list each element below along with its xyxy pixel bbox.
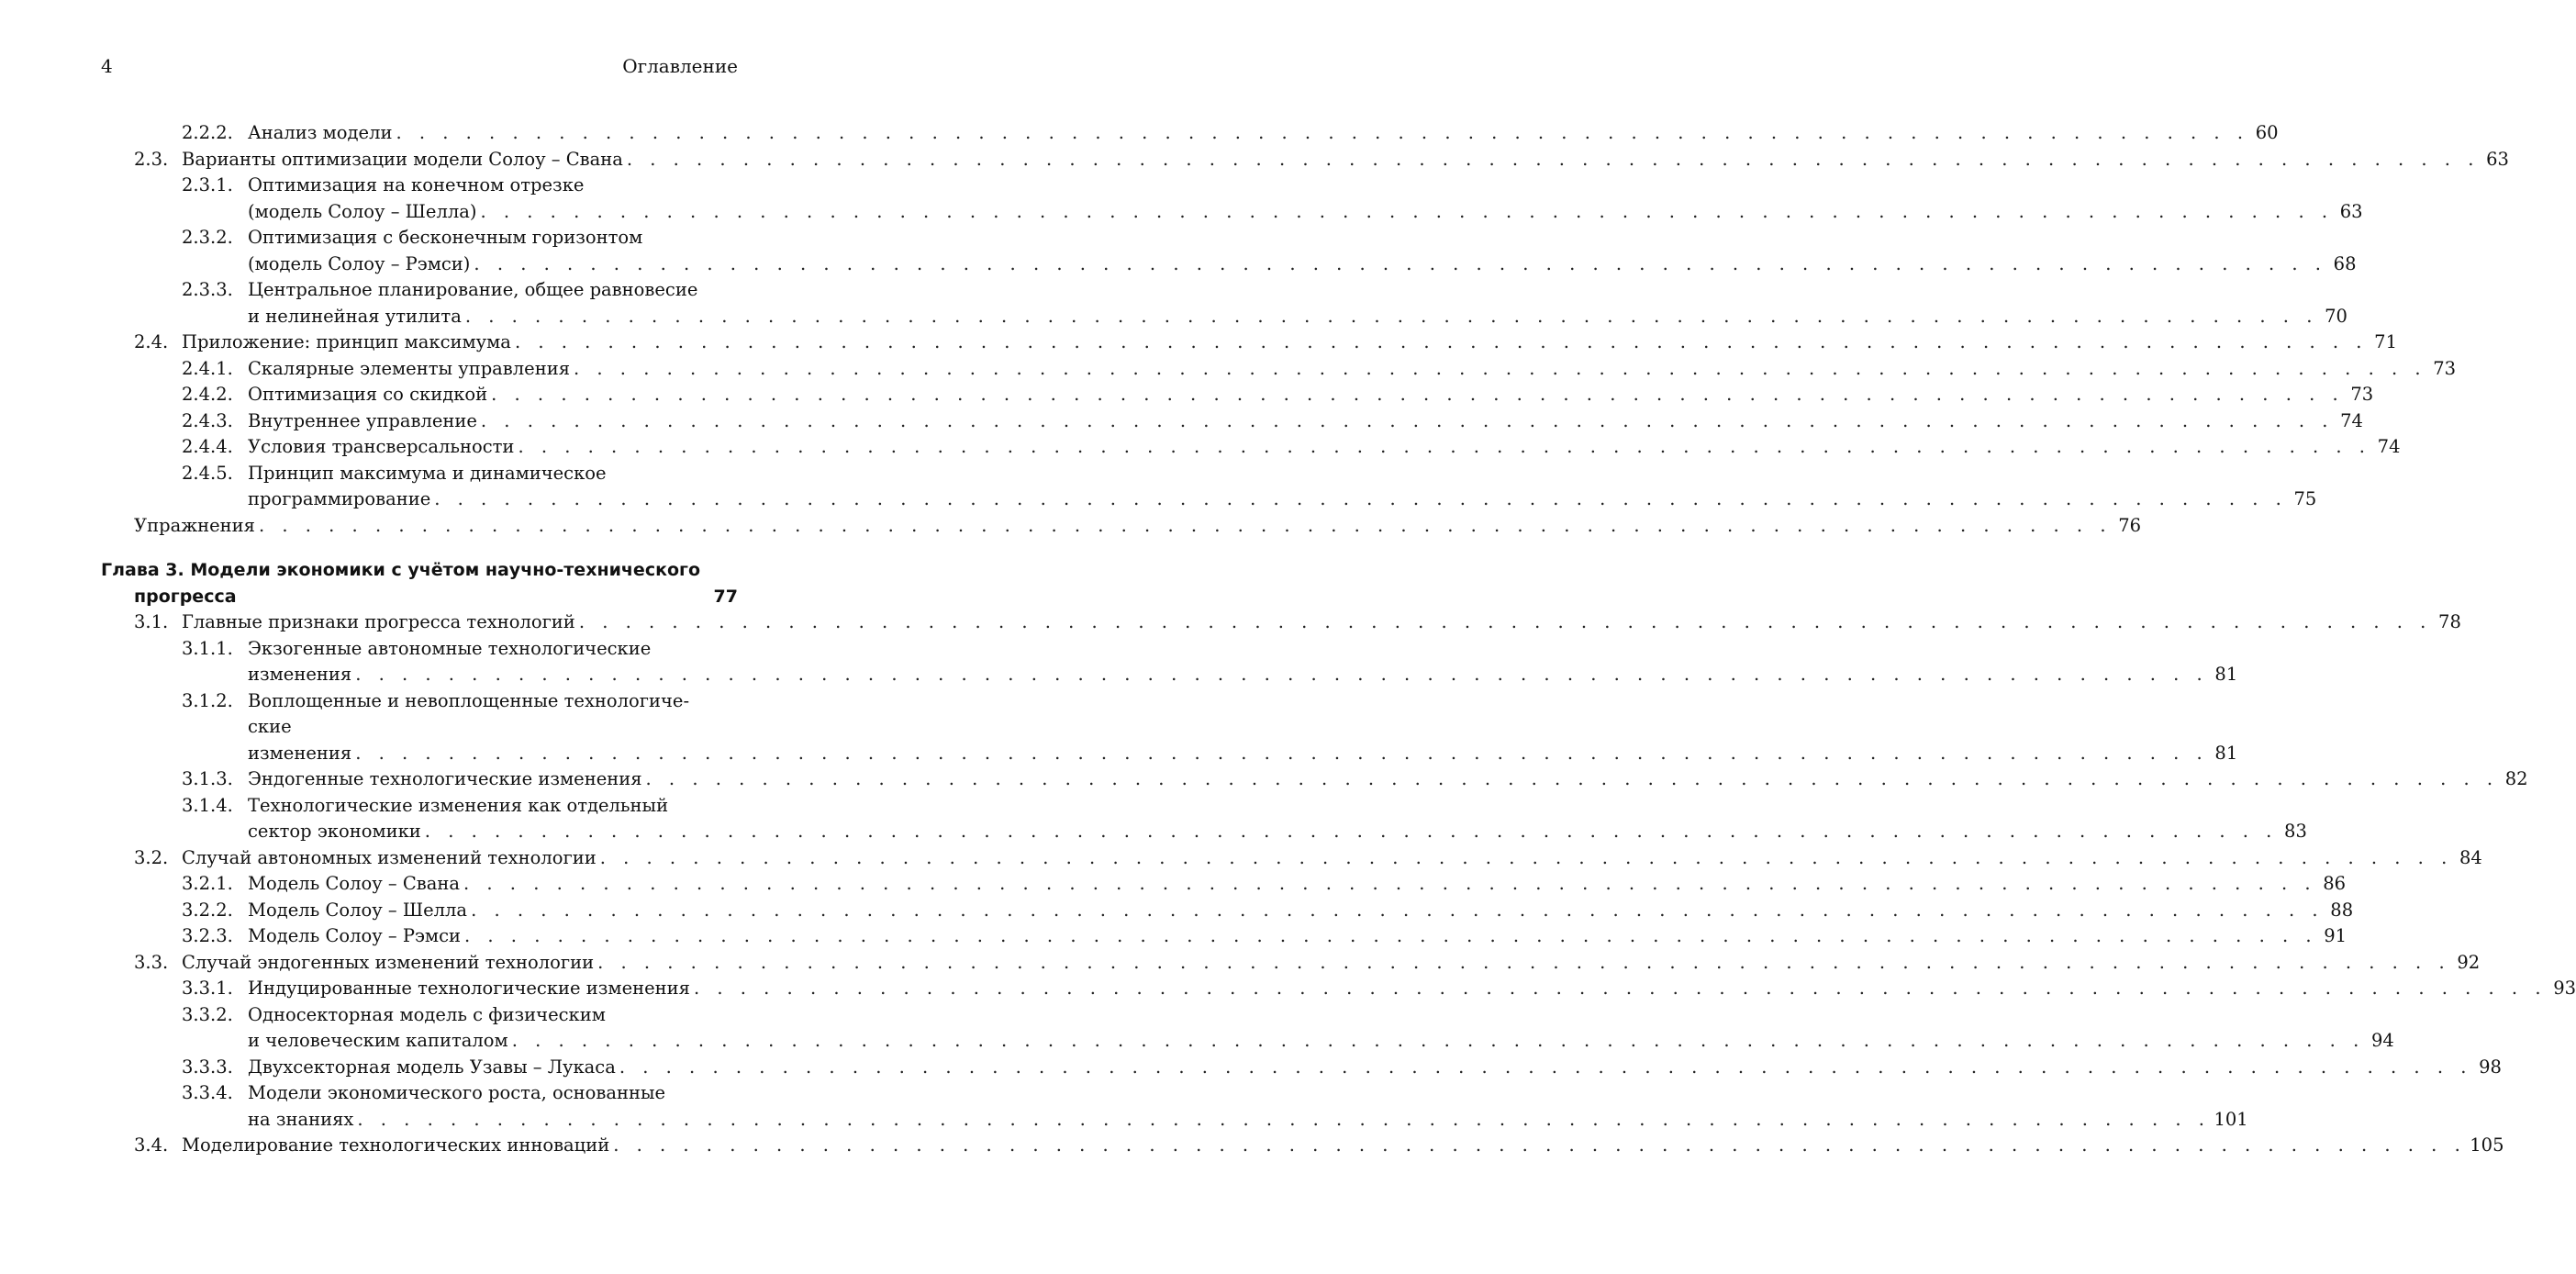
toc-page-number: 92 <box>2457 951 2481 973</box>
leader-dots: . . . . . . . . . . . . . . . . . . . . . . . . . . . . . . . . . . . . . . . . . . . . . . . . . . . . . . . . . . . . . . . . . . . . . . . . . . . . . . . . <box>518 436 2371 457</box>
leader-dots: . . . . . . . . . . . . . . . . . . . . . . . . . . . . . . . . . . . . . . . . . . . . . . . . . . . . . . . . . . . . . . . . . . . . . . . . . . . . . . . . <box>619 1056 2472 1078</box>
toc-entry-title: Двухсекторная модель Узавы – Лукаса <box>248 1056 616 1078</box>
leader-dots: . . . . . . . . . . . . . . . . . . . . . . . . . . . . . . . . . . . . . . . . . . . . . . . . . . . . . . . . . . . . . . . . . . . . . . . . . . . . . . . . <box>471 899 2325 921</box>
toc-page-number: 91 <box>2324 925 2347 946</box>
toc-page-number: 60 <box>2255 122 2279 143</box>
toc-entry-line <box>101 330 2397 356</box>
toc-entry-title: Центральное планирование, общее равновесие <box>248 279 698 300</box>
leader-dots: . . . . . . . . . . . . . . . . . . . . . . . . . . . . . . . . . . . . . . . . . . . . . . . . . . . . . . . . . . . . . . . . . . . . . . . . . . . . . . . . <box>464 305 2318 327</box>
leader-dots: . . . . . . . . . . . . . . . . . . . . . . . . . . . . . . . . . . . . . . . . . . . . . . . . . . . . . . . . . . . . . . . . . . . . . . . . . . . . . . . . <box>599 846 2453 868</box>
toc-entry-line <box>101 225 738 251</box>
toc-entry-line <box>101 251 2357 278</box>
toc-entry-line <box>101 636 738 663</box>
leader-dots: . . . . . . . . . . . . . . . . . . . . . . . . . . . . . . . . . . . . . . . . . . . . . . . . . . . . . . . . . . . . . . . . . . . . . . . . . . . . . . . . <box>424 821 2278 842</box>
toc-entry-title: Воплощенные и невоплощенные технологиче- <box>248 689 690 711</box>
leader-dots: . . . . . . . . . . . . . . . . . . . . . . . . . . . . . . . . . . . . . . . . . . . . . . . . . . . . . . . . . . . . . . . . . . . . . . . . . . . . . . . . <box>464 925 2318 946</box>
leader-dots: . . . . . . . . . . . . . . . . . . . . . . . . . . . . . . . . . . . . . . . . . . . . . . . . . . . . . . . . . . . . . . . . . . . . . . . . . . . . . . . . <box>613 1134 2467 1156</box>
leader-dots: . . . . . . . . . . . . . . . . . . . . . . . . . . . . . . . . . . . . . . . . . . . . . . . . . . . . . . . . . . . . . . . . . . . . . . . . . . . . . . . . <box>474 252 2327 274</box>
toc-page-number: 74 <box>2377 436 2401 457</box>
toc-entry-title: Односекторная модель с физическим <box>248 1003 606 1025</box>
toc-entry-line <box>101 898 2354 924</box>
toc-entry-title: сектор экономики <box>248 821 421 842</box>
toc-entry-number: 3.2.2. <box>182 899 233 921</box>
toc-entry-title: Внутреннее управление <box>248 409 477 431</box>
toc-entry-line <box>101 976 2576 1002</box>
toc-entry-title: Эндогенные технологические изменения <box>248 768 642 789</box>
toc-page-number: 98 <box>2479 1056 2502 1078</box>
toc-entry-number: 2.3.3. <box>182 279 233 300</box>
toc-entry-title: Экзогенные автономные технологические <box>248 637 652 659</box>
toc-entry-title: и человеческим капиталом <box>248 1030 508 1051</box>
toc-entry-title: Оптимизация со скидкой <box>248 384 488 405</box>
toc-entry-number: 2.3.1. <box>182 174 233 196</box>
toc-entry-line <box>101 688 738 715</box>
toc-entry-line <box>101 662 2238 688</box>
toc-entry-line <box>101 819 2307 845</box>
running-title: Оглавление <box>622 55 738 77</box>
toc-entry-number: 3.3.3. <box>182 1056 233 1078</box>
toc-entry-title: Оптимизация на конечном отрезке <box>248 174 585 196</box>
toc-entry-line <box>101 120 2279 147</box>
toc-entry-number: 3.4. <box>134 1134 169 1156</box>
leader-dots: . . . . . . . . . . . . . . . . . . . . . . . . . . . . . . . . . . . . . . . . . . . . . . . . . . . . . . . . . . . . . . . . . . . . . . . . . . . . . . . . <box>480 200 2334 222</box>
toc-entry-number: 3.3. <box>134 951 169 973</box>
toc-page-number: 81 <box>2214 664 2238 685</box>
toc-entry-number: 2.3.2. <box>182 227 233 248</box>
leader-dots: . . . . . . . . . . . . . . . . . . . . . . . . . . . . . . . . . . . . . . . . . . . . . . . . . . . . . . . . . . . . . . . . . . . . . . . . . . . . . . . . <box>511 1030 2365 1051</box>
toc-entry-title: Оптимизация с бесконечным горизонтом <box>248 227 643 248</box>
toc-entry-title: и нелинейная утилита <box>248 305 462 327</box>
toc-page-number: 81 <box>2214 742 2238 764</box>
leader-dots: . . . . . . . . . . . . . . . . . . . . . . . . . . . . . . . . . . . . . . . . . . . . . . . . . . . . . . . . . . . . . . . . . . . . . . . . . . . . . . . . <box>355 664 2209 685</box>
toc-entry-title: Глава 3. Модели экономики с учётом научно-технического <box>101 560 701 580</box>
running-header <box>101 55 738 81</box>
toc-page-number: 73 <box>2433 357 2457 379</box>
toc-entry-number: 2.4.4. <box>182 436 233 457</box>
toc-page-number: 70 <box>2325 305 2347 327</box>
toc-entry-line <box>101 923 2347 950</box>
leader-dots: . . . . . . . . . . . . . . . . . . . . . . . . . . . . . . . . . . . . . . . . . . . . . . . . . . . . . . . . . . . . . . . . . . . . . . . . . . . . . . . . <box>258 514 2113 536</box>
toc-entry-title: Модели экономического роста, основанные <box>248 1082 666 1103</box>
toc-entry-title: Модель Солоу – Шелла <box>248 899 468 921</box>
toc-entry-number: 2.3. <box>134 148 169 170</box>
toc-page-number: 83 <box>2284 821 2307 842</box>
leader-dots: . . . . . . . . . . . . . . . . . . . . . . . . . . . . . . . . . . . . . . . . . . . . . . . . . . . . . . . . . . . . . . . . . . . . . . . . . . . . . . . . <box>355 742 2209 764</box>
toc-page-number: 78 <box>2438 611 2461 632</box>
toc-entry-title: Индуцированные технологические изменения <box>248 978 690 999</box>
leader-dots: . . . . . . . . . . . . . . . . . . . . . . . . . . . . . . . . . . . . . . . . . . . . . . . . . . . . . . . . . . . . . . . . . . . . . . . . . . . . . . . . <box>597 951 2451 973</box>
toc-entry-title: Условия трансверсальности <box>248 436 515 457</box>
toc-entry-title: Скалярные элементы управления <box>248 357 570 379</box>
toc-entry-line <box>101 486 2317 513</box>
table-of-contents <box>101 120 2576 1159</box>
toc-entry-line <box>101 173 738 199</box>
toc-entry-line <box>101 1107 2248 1134</box>
toc-entry-line <box>101 584 738 610</box>
toc-entry-line <box>101 382 2374 408</box>
toc-entry-title: Приложение: принцип максимума <box>182 331 511 352</box>
toc-entry-line <box>101 1028 2394 1055</box>
toc-entry-title: Случай эндогенных изменений технологии <box>182 951 595 973</box>
toc-page-number: 75 <box>2293 488 2317 509</box>
toc-entry-title: Упражнения <box>134 514 255 536</box>
toc-entry-number: 3.1.4. <box>182 794 233 816</box>
toc-entry-line <box>101 461 738 487</box>
toc-entry-line <box>101 557 738 584</box>
toc-entry-number: 3.1.3. <box>182 768 233 789</box>
toc-entry-number: 2.4.2. <box>182 384 233 405</box>
toc-entry-line <box>101 1080 738 1107</box>
toc-entry-number: 2.4.1. <box>182 357 233 379</box>
toc-entry-title: (модель Солоу – Шелла) <box>248 200 477 222</box>
toc-entry-title: Модель Солоу – Рэмси <box>248 925 461 946</box>
toc-entry-line <box>101 714 738 741</box>
toc-page-number: 71 <box>2374 331 2397 352</box>
toc-entry-number: 2.2.2. <box>182 122 233 143</box>
toc-page-number: 63 <box>2339 200 2363 222</box>
toc-page-number: 77 <box>713 586 738 607</box>
toc-entry-title: Принцип максимума и динамическое <box>248 462 607 484</box>
toc-entry-line <box>101 1002 738 1029</box>
toc-entry-number: 3.1.2. <box>182 689 233 711</box>
toc-entry-title: Варианты оптимизации модели Солоу – Свана <box>182 148 623 170</box>
leader-dots: . . . . . . . . . . . . . . . . . . . . . . . . . . . . . . . . . . . . . . . . . . . . . . . . . . . . . . . . . . . . . . . . . . . . . . . . . . . . . . . . <box>578 611 2432 632</box>
toc-page-number: 94 <box>2370 1030 2394 1051</box>
toc-entry-number: 2.4.5. <box>182 462 233 484</box>
toc-entry-title: изменения <box>248 742 352 764</box>
toc-entry-number: 3.3.4. <box>182 1082 233 1103</box>
leader-dots: . . . . . . . . . . . . . . . . . . . . . . . . . . . . . . . . . . . . . . . . . . . . . . . . . . . . . . . . . . . . . . . . . . . . . . . . . . . . . . . . <box>480 409 2334 431</box>
toc-entry-title: ские <box>248 716 292 737</box>
toc-entry-line <box>101 1055 2502 1081</box>
leader-dots: . . . . . . . . . . . . . . . . . . . . . . . . . . . . . . . . . . . . . . . . . . . . . . . . . . . . . . . . . . . . . . . . . . . . . . . . . . . . . . . . <box>463 873 2317 894</box>
toc-entry-title: Главные признаки прогресса технологий <box>182 611 575 632</box>
toc-entry-title: Анализ модели <box>248 122 393 143</box>
toc-entry-line <box>101 356 2457 383</box>
toc-page-number: 101 <box>2214 1108 2248 1130</box>
toc-entry-line <box>101 1133 2504 1159</box>
toc-entry-line <box>101 741 2238 767</box>
leader-dots: . . . . . . . . . . . . . . . . . . . . . . . . . . . . . . . . . . . . . . . . . . . . . . . . . . . . . . . . . . . . . . . . . . . . . . . . . . . . . . . . <box>645 768 2499 789</box>
toc-entry-line <box>101 871 2347 898</box>
toc-entry-number: 2.4.3. <box>182 409 233 431</box>
leader-dots: . . . . . . . . . . . . . . . . . . . . . . . . . . . . . . . . . . . . . . . . . . . . . . . . . . . . . . . . . . . . . . . . . . . . . . . . . . . . . . . . <box>574 357 2427 379</box>
toc-page-number: 93 <box>2553 978 2576 999</box>
toc-entry-title: изменения <box>248 664 352 685</box>
toc-page-number: 76 <box>2118 514 2142 536</box>
toc-page-number: 105 <box>2470 1134 2504 1156</box>
toc-page-number: 82 <box>2504 768 2528 789</box>
toc-entry-title: Технологические изменения как отдельный <box>248 794 669 816</box>
leader-dots: . . . . . . . . . . . . . . . . . . . . . . . . . . . . . . . . . . . . . . . . . . . . . . . . . . . . . . . . . . . . . . . . . . . . . . . . . . . . . . . . <box>491 384 2345 405</box>
toc-entry-line <box>101 434 2401 461</box>
leader-dots: . . . . . . . . . . . . . . . . . . . . . . . . . . . . . . . . . . . . . . . . . . . . . . . . . . . . . . . . . . . . . . . . . . . . . . . . . . . . . . . . <box>396 122 2249 143</box>
toc-entry-line <box>101 304 2347 330</box>
toc-entry-number: 3.1. <box>134 611 169 632</box>
toc-entry-number: 3.3.1. <box>182 978 233 999</box>
toc-entry-title: Моделирование технологических инноваций <box>182 1134 610 1156</box>
toc-entry-line <box>101 845 2482 872</box>
toc-page-number: 88 <box>2330 899 2354 921</box>
toc-page-number: 68 <box>2333 252 2357 274</box>
toc-entry-line <box>101 793 738 820</box>
leader-dots: . . . . . . . . . . . . . . . . . . . . . . . . . . . . . . . . . . . . . . . . . . . . . . . . . . . . . . . . . . . . . . . . . . . . . . . . . . . . . . . . <box>357 1108 2211 1130</box>
toc-entry-line <box>101 277 738 304</box>
toc-entry-number: 3.2. <box>134 846 169 868</box>
toc-entry-title: Модель Солоу – Свана <box>248 873 461 894</box>
toc-entry-title: на знаниях <box>248 1108 354 1130</box>
toc-entry-line <box>101 766 2528 793</box>
toc-entry-line <box>101 147 2509 173</box>
leader-dots: . . . . . . . . . . . . . . . . . . . . . . . . . . . . . . . . . . . . . . . . . . . . . . . . . . . . . . . . . . . . . . . . . . . . . . . . . . . . . . . . <box>693 978 2548 999</box>
toc-page-number: 86 <box>2323 873 2347 894</box>
toc-entry-number: 2.4. <box>134 331 169 352</box>
toc-entry-title: Случай автономных изменений технологии <box>182 846 597 868</box>
toc-page-number: 63 <box>2486 148 2509 170</box>
toc-page-number: 73 <box>2350 384 2374 405</box>
toc-entry-line <box>101 513 2142 540</box>
leader-dots: . . . . . . . . . . . . . . . . . . . . . . . . . . . . . . . . . . . . . . . . . . . . . . . . . . . . . . . . . . . . . . . . . . . . . . . . . . . . . . . . <box>434 488 2288 509</box>
toc-entry-number: 3.2.3. <box>182 925 233 946</box>
toc-entry-line <box>101 199 2363 226</box>
toc-entry-title: (модель Солоу – Рэмси) <box>248 252 471 274</box>
toc-entry-number: 3.3.2. <box>182 1003 233 1025</box>
toc-entry-title: прогресса <box>134 586 237 607</box>
toc-page-number: 74 <box>2340 409 2363 431</box>
leader-dots: . . . . . . . . . . . . . . . . . . . . . . . . . . . . . . . . . . . . . . . . . . . . . . . . . . . . . . . . . . . . . . . . . . . . . . . . . . . . . . . . <box>626 148 2480 170</box>
toc-page-number: 84 <box>2459 846 2482 868</box>
toc-entry-number: 3.1.1. <box>182 637 233 659</box>
toc-entry-title: программирование <box>248 488 431 509</box>
toc-entry-line <box>101 950 2481 977</box>
leader-dots: . . . . . . . . . . . . . . . . . . . . . . . . . . . . . . . . . . . . . . . . . . . . . . . . . . . . . . . . . . . . . . . . . . . . . . . . . . . . . . . . <box>514 331 2368 352</box>
toc-entry-line <box>101 408 2363 435</box>
toc-entry-number: 3.2.1. <box>182 873 233 894</box>
leader-dots <box>240 584 708 610</box>
toc-entry-line <box>101 609 2461 636</box>
page-number: 4 <box>101 55 113 77</box>
